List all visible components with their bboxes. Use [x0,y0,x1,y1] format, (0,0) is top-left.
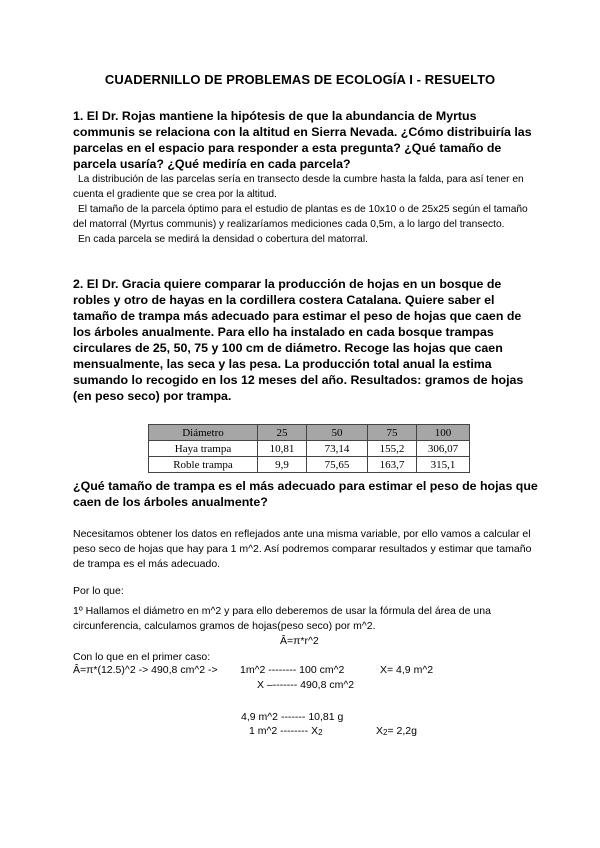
calc-rule-2: X –------- 490,8 cm^2 [257,679,355,691]
calc-result-sub: 2 [383,728,388,737]
table-cell: 315,1 [417,457,470,473]
answer-1 [73,172,543,247]
page-title: CUADERNILLO DE PROBLEMAS DE ECOLOGÍA I - RESUELTO [104,72,496,87]
table-cell: 306,07 [417,441,470,457]
subquestion: ¿Qué tamaño de trampa es el más adecuado para estimar el peso de hojas que caen de los árboles anualmente? [73,479,538,509]
table-cell: 9,9 [258,457,307,473]
table-header-cell: 75 [368,425,417,441]
question-1: 1. El Dr. Rojas mantiene la hipótesis de que la abundancia de Myrtus communis se relaciona con la altitud en Sierra Nevada. ¿Cómo distribuiría las parcelas en el espacio para responder a esta pregunta? ¿Qué tamaño de parcela usaría? ¿Qué mediría en cada parcela? [73,109,532,171]
answer-2-intro: Necesitamos obtener los datos en reflejados ante una misma variable, por ello vamos a calcular el peso seco de hojas que hay para 1 m^2. Así podremos comparar resultados y estimar que tamaño de trampa es el más adecuado. [73,528,532,570]
calc-result-value: = 2,2g [387,725,417,737]
table-cell: 155,2 [368,441,417,457]
calc-weight-2-sub: 2 [318,728,323,737]
table-header-cell: 100 [417,425,470,441]
calc-rule-1: 1m^2 -------- 100 cm^2 [240,664,345,676]
table-header-cell: 50 [307,425,368,441]
results-table [148,424,470,473]
calc-area: Â=π*(12.5)^2 -> 490,8 cm^2 -> [73,664,218,676]
answer-1-paragraph: El tamaño de la parcela óptimo para el estudio de plantas es de 10x10 o de 25x25 según el tamaño del matorral (Myrtus communis) y realizaríamos mediciones cada 0,5m, a lo largo del transecto. [73,204,528,230]
table-row [149,441,470,457]
table-header-cell: 25 [258,425,307,441]
step-1: 1º Hallamos el diámetro en m^2 y para ello deberemos de usar la fórmula del área de una circunferencia, calculamos gramos de hojas(peso seco) por m^2. [73,605,491,632]
table-cell: 163,7 [368,457,417,473]
table-cell: 10,81 [258,441,307,457]
answer-1-paragraph: En cada parcela se medirá la densidad o cobertura del matorral. [78,234,368,245]
question-2: 2. El Dr. Gracia quiere comparar la producción de hojas en un bosque de robles y otro de hayas en la cordillera costera Catalana. Quiere saber el tamaño de trampa más adecuado para estimar el peso de hojas que caen de los árboles anualmente. Para ello ha instalado en cada bosque trampas circulares de 25, 50, 75 y 100 cm de diámetro. Recoge las hojas que caen mensualmente, las seca y las pesa. La producción total anual la estima sumando lo recogido en los 12 meses del año. Resultados: gramos de hojas (en peso seco) por trampa. [73,277,524,403]
answer-1-paragraph: La distribución de las parcelas sería en transecto desde la cumbre hasta la falda, para así tener en cuenta el gradiente que se crea por la altitud. [73,174,524,200]
table-header-row [149,425,470,441]
calc-weight-1: 4,9 m^2 ------- 10,81 g [241,711,344,723]
calc-weight-2-text: 1 m^2 -------- X [249,725,319,737]
calc-x-result: X= 4,9 m^2 [380,664,434,676]
table-cell: 75,65 [307,457,368,473]
table-cell: 73,14 [307,441,368,457]
table-header-cell: Diámetro [149,425,258,441]
table-cell: Haya trampa [149,441,258,457]
table-row [149,457,470,473]
area-formula: Â=π*r^2 [280,635,319,647]
table-cell: Roble trampa [149,457,258,473]
calc-weight-2 [249,724,323,740]
case-label: Con lo que en el primer caso: [73,651,211,663]
por-lo-que: Por lo que: [73,585,124,597]
calc-result [376,724,417,740]
calc-result-var: X [376,725,384,737]
